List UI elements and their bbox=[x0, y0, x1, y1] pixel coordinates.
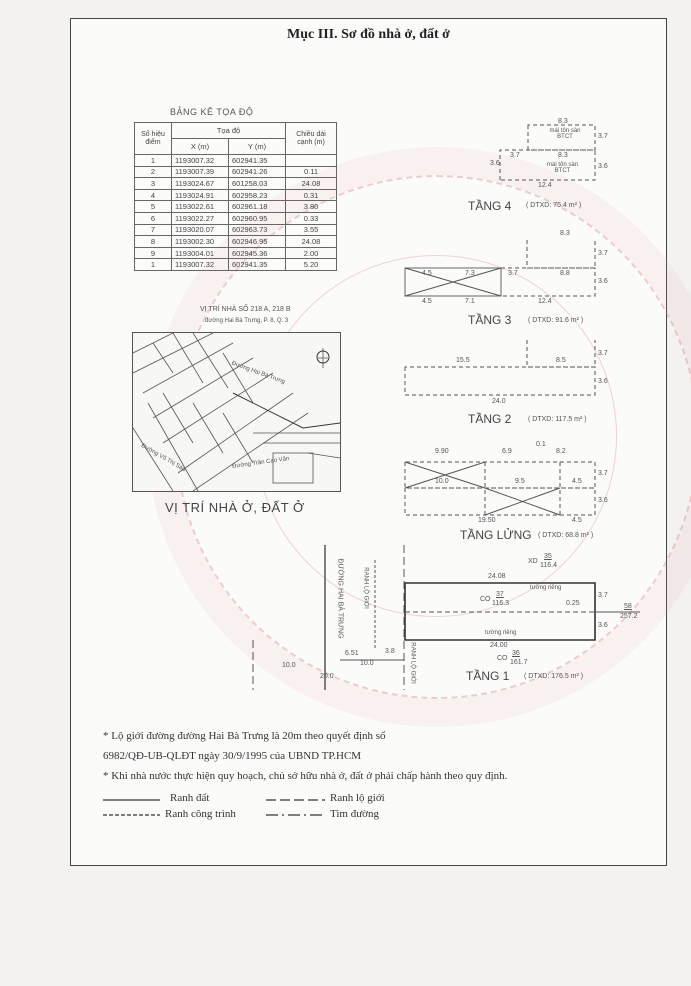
f3-dim-37: 3.7 bbox=[508, 270, 518, 277]
fm-side-1: 3.7 bbox=[598, 470, 608, 477]
coords-cell-p: 4 bbox=[135, 189, 172, 201]
floor2-area: ( DTXD: 117.5 m² ) bbox=[528, 416, 587, 423]
coords-cell-length: 3.80 bbox=[286, 201, 337, 213]
fm-dim-45: 4.5 bbox=[572, 478, 582, 485]
floor4-area: ( DTXD: 75.4 m² ) bbox=[526, 202, 582, 209]
street-dim-651: 6.51 bbox=[345, 650, 359, 657]
floor3-label: TẦNG 3 bbox=[468, 313, 512, 327]
f3-side-2: 3.6 bbox=[598, 278, 608, 285]
coords-cell-length: 24.08 bbox=[286, 236, 337, 248]
coords-cell-y: 601258.03 bbox=[229, 178, 286, 190]
f4-dim-b: 3.7 bbox=[510, 152, 520, 159]
map-address-line1: VỊ TRÍ NHÀ SỐ 218 A, 218 B bbox=[200, 306, 291, 313]
f2-side-2: 3.6 bbox=[598, 378, 608, 385]
f1-tuong-rieng-2: tường riêng bbox=[485, 630, 517, 636]
fm-dim-1950: 19.50 bbox=[478, 517, 496, 524]
fm-side-2: 3.6 bbox=[598, 497, 608, 504]
col-length-header: Chiều dài cạnh (m) bbox=[286, 123, 337, 155]
f4-dim-top: 8.3 bbox=[558, 118, 568, 125]
floor2-label: TẦNG 2 bbox=[468, 412, 512, 426]
f1-xd-den: 116.4 bbox=[540, 562, 557, 569]
f3-side-1: 3.7 bbox=[598, 250, 608, 257]
col-coords-header: Tọa độ bbox=[172, 123, 286, 139]
f1-cot2-prefix: CO bbox=[497, 655, 508, 662]
f1-r-den: 257.2 bbox=[620, 613, 638, 620]
coords-cell-x: 1193024.67 bbox=[172, 178, 229, 190]
f1-xd-prefix: XD bbox=[528, 558, 538, 565]
street-name: ĐƯỜNG HAI BÀ TRƯNG bbox=[336, 558, 344, 639]
note-line-2: 6982/QĐ-UB-QLĐT ngày 30/9/1995 của UBND TP.HCM bbox=[103, 750, 362, 762]
note-line-1: * Lộ giới đường đường Hai Bà Trưng là 20m theo quyết định số bbox=[103, 730, 386, 742]
fm-dim-95: 9.5 bbox=[515, 478, 525, 485]
coords-cell-y: 602958.23 bbox=[229, 189, 286, 201]
coords-cell-length: 0.31 bbox=[286, 189, 337, 201]
map-street-2: Đường Trần Cao Vân bbox=[231, 456, 290, 470]
f3-dim-45b: 4.5 bbox=[422, 298, 432, 305]
f1-dim-025: 0.25 bbox=[566, 600, 580, 607]
mezz-lower-outline bbox=[405, 488, 595, 515]
fm-dim-69: 6.9 bbox=[502, 448, 512, 455]
f2-dim-155: 15.5 bbox=[456, 357, 470, 364]
coords-cell-p: 2 bbox=[135, 166, 172, 178]
coords-cell-x: 1193002.30 bbox=[172, 236, 229, 248]
coords-cell-p: 5 bbox=[135, 201, 172, 213]
street-dim-200: 20.0 bbox=[320, 673, 334, 680]
legend-tim-duong: Tim đường bbox=[330, 808, 379, 820]
road-boundary-label-left: RANH LỘ GIỚI bbox=[362, 567, 369, 609]
f1-cot1-num: 37 bbox=[496, 591, 504, 598]
coords-cell-y: 602961.18 bbox=[229, 201, 286, 213]
coords-cell-x: 1193022.61 bbox=[172, 201, 229, 213]
f4-dim-a: 3.7 bbox=[598, 133, 608, 140]
f3-dim-71: 7.1 bbox=[465, 298, 475, 305]
f4-dim-bot: 12.4 bbox=[538, 182, 552, 189]
coords-cell-y: 602946.95 bbox=[229, 236, 286, 248]
f1-cot2-num: 36 bbox=[512, 650, 520, 657]
f4-roof1: mái tôn sàn BTCT bbox=[549, 128, 581, 140]
map-street-1: Đường Hai Bà Trưng bbox=[230, 360, 286, 386]
f1-dim-2408: 24.08 bbox=[488, 573, 506, 580]
f4-dim-mid: 8.3 bbox=[558, 152, 568, 159]
street-dim-38: 3.8 bbox=[385, 648, 395, 655]
f1-side-36: 3.6 bbox=[598, 622, 608, 629]
floor1-area: ( DTXD: 176.5 m² ) bbox=[524, 673, 584, 680]
coords-cell-y: 602963.73 bbox=[229, 224, 286, 236]
floor3-upper-outline bbox=[527, 240, 595, 268]
f2-side-1: 3.7 bbox=[598, 350, 608, 357]
coords-cell-p: 1 bbox=[135, 155, 172, 167]
f4-roof2: mái tôn sàn BTCT bbox=[546, 162, 579, 174]
mezz-void-cross-2 bbox=[485, 488, 560, 515]
floor3-area: ( DTXD: 91.6 m² ) bbox=[528, 317, 584, 324]
fm-dim-45b: 4.5 bbox=[572, 517, 582, 524]
fm-dim-100: 10.0 bbox=[435, 478, 449, 485]
map-street-3: Đường Võ Thị Sáu bbox=[139, 442, 187, 474]
f1-dim-2400: 24.00 bbox=[490, 642, 508, 649]
f3-dim-73: 7.3 bbox=[465, 270, 475, 277]
f2-dim-240: 24.0 bbox=[492, 398, 506, 405]
floor1-label: TẦNG 1 bbox=[466, 669, 510, 683]
f1-cot2-den: 161.7 bbox=[510, 659, 528, 666]
coords-cell-length: 5.20 bbox=[286, 259, 337, 271]
col-y-header: Y (m) bbox=[229, 139, 286, 155]
coords-cell-y: 602941.26 bbox=[229, 166, 286, 178]
f4-dim-c: 3.6 bbox=[490, 160, 500, 167]
f4-dim-d: 3.6 bbox=[598, 163, 608, 170]
coords-cell-y: 602960.95 bbox=[229, 212, 286, 224]
f3-dim-top: 8.3 bbox=[560, 230, 570, 237]
f3-dim-mid: 8.8 bbox=[560, 270, 570, 277]
legend-ranh-cong-trinh: Ranh công trình bbox=[165, 808, 236, 820]
f1-cot1-den: 116.3 bbox=[492, 600, 509, 607]
street-dim-left: 10.0 bbox=[282, 662, 296, 669]
col-x-header: X (m) bbox=[172, 139, 229, 155]
coords-cell-x: 1193007.39 bbox=[172, 166, 229, 178]
coords-cell-p: 9 bbox=[135, 247, 172, 259]
f3-dim-124: 12.4 bbox=[538, 298, 552, 305]
mezzanine-area: ( DTXD: 68.8 m² ) bbox=[538, 532, 594, 539]
coords-cell-length: 24.08 bbox=[286, 178, 337, 190]
road-boundary-label-right: RANH LỘ GIỚI bbox=[409, 642, 416, 684]
floor2-lower-outline bbox=[405, 367, 595, 395]
f1-cot1-prefix: CO bbox=[480, 596, 491, 603]
f2-dim-85: 8.5 bbox=[556, 357, 566, 364]
fm-dim-82: 8.2 bbox=[556, 448, 566, 455]
coords-cell-p: 6 bbox=[135, 212, 172, 224]
fm-dim-990: 9.90 bbox=[435, 448, 449, 455]
coords-cell-length: 0.33 bbox=[286, 212, 337, 224]
mezzanine-label: TẦNG LỬNG bbox=[460, 528, 532, 542]
f1-side-37: 3.7 bbox=[598, 592, 608, 599]
f3-dim-45: 4.5 bbox=[422, 270, 432, 277]
coords-cell-p: 7 bbox=[135, 224, 172, 236]
coords-cell-p: 1 bbox=[135, 259, 172, 271]
f1-xd-num: 35 bbox=[544, 553, 552, 560]
coords-cell-x: 1193024.91 bbox=[172, 189, 229, 201]
fm-dim-01: 0.1 bbox=[536, 441, 546, 448]
legend-ranh-dat: Ranh đất bbox=[170, 792, 210, 804]
map-address-line2: đường Hai Bà Trưng, P. 8, Q. 3 bbox=[205, 318, 289, 324]
coords-cell-length: 2.00 bbox=[286, 247, 337, 259]
legend-ranh-lo-gioi: Ranh lộ giới bbox=[330, 792, 385, 804]
page-title: Mục III. Sơ đồ nhà ở, đất ở bbox=[287, 27, 450, 42]
coords-table-title: BẢNG KÊ TỌA ĐỘ bbox=[170, 107, 254, 117]
coords-cell-x: 1193007.32 bbox=[172, 155, 229, 167]
coords-cell-y: 602941.35 bbox=[229, 155, 286, 167]
f1-tuong-rieng-1: tường riêng bbox=[530, 585, 562, 591]
coords-cell-length: 0.11 bbox=[286, 166, 337, 178]
coords-cell-y: 602945.36 bbox=[229, 247, 286, 259]
coords-cell-p: 3 bbox=[135, 178, 172, 190]
note-line-3: * Khi nhà nước thực hiện quy hoạch, chủ sở hữu nhà ở, đất ở phải chấp hành theo quy định. bbox=[103, 770, 508, 782]
mezz-upper-outline bbox=[405, 462, 595, 488]
col-point-header: Số hiệu điểm bbox=[135, 123, 172, 155]
f1-r-num: 58 bbox=[624, 603, 632, 610]
coords-cell-x: 1193022.27 bbox=[172, 212, 229, 224]
coords-cell-length: 3.55 bbox=[286, 224, 337, 236]
floor3-void-cross bbox=[405, 268, 501, 296]
map-caption: VỊ TRÍ NHÀ Ở, ĐẤT Ở bbox=[165, 500, 305, 515]
coords-cell-y: 602941.35 bbox=[229, 259, 286, 271]
coords-cell-x: 1193004.01 bbox=[172, 247, 229, 259]
floor4-label: TẦNG 4 bbox=[468, 199, 512, 213]
coords-cell-x: 1193007.32 bbox=[172, 259, 229, 271]
street-dim-100b: 10.0 bbox=[360, 660, 374, 667]
coords-cell-p: 8 bbox=[135, 236, 172, 248]
coords-cell-x: 1193020.07 bbox=[172, 224, 229, 236]
